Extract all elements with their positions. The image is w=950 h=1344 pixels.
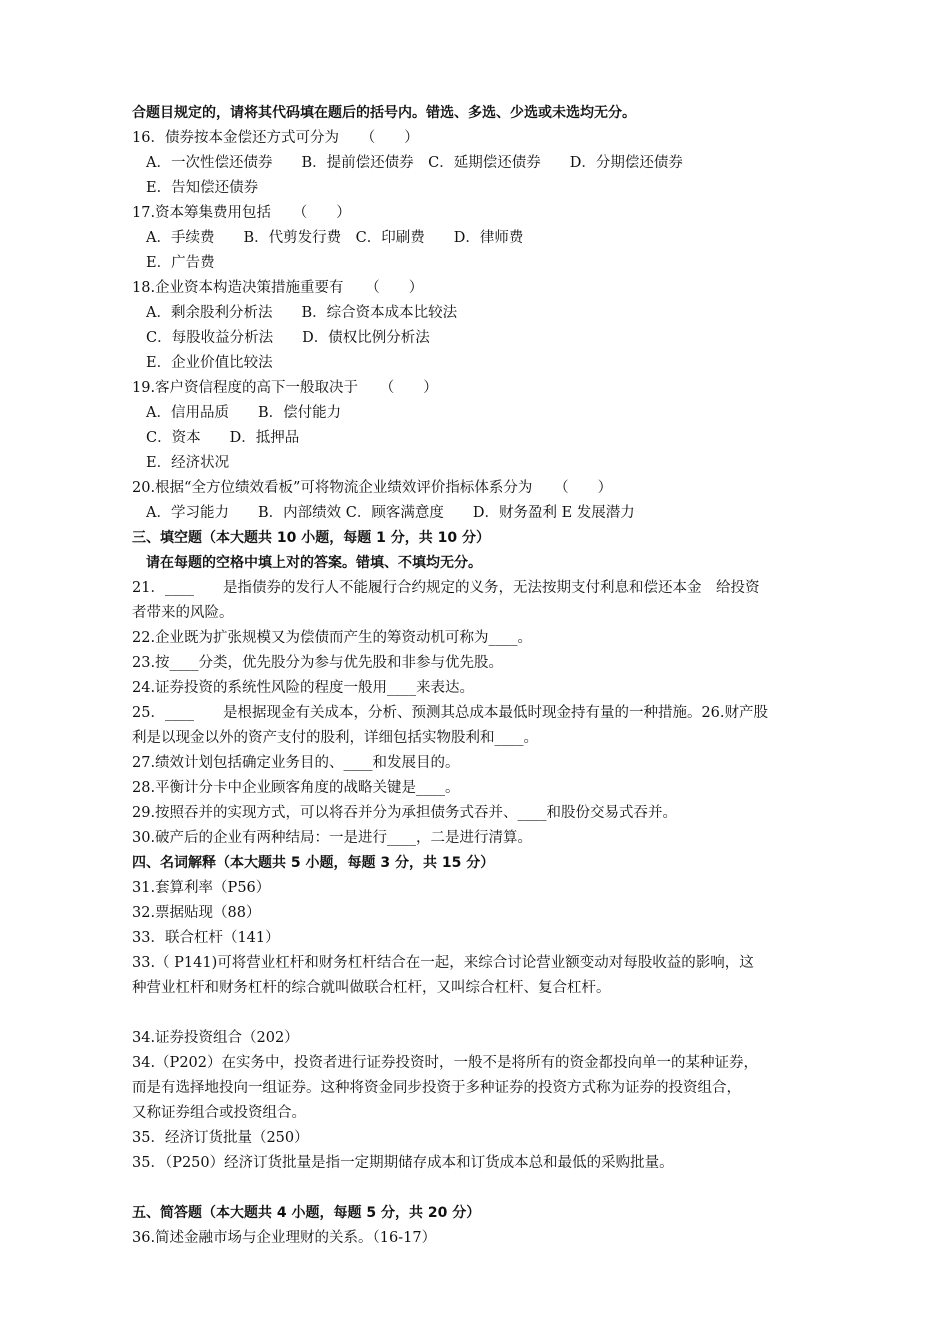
question-36: 36.简述金融市场与企业理财的关系。（16-17） (132, 1230, 437, 1246)
question-16: 16．债券按本金偿还方式可分为 （ ） (132, 130, 419, 146)
section-3-heading: 三、填空题（本大题共 10 小题，每题 1 分，共 10 分） (132, 530, 490, 546)
question-34: 34.证券投资组合（202） (132, 1030, 299, 1046)
question-17-options: A．手续费 B．代剪发行费 C．印刷费 D．律师费 (146, 230, 524, 246)
question-17: 17.资本筹集费用包括 （ ） (132, 205, 351, 221)
question-30: 30.破产后的企业有两种结局：一是进行____，二是进行清算。 (132, 830, 533, 846)
question-17-option-e: E．广告费 (146, 255, 215, 271)
question-31: 31.套算利率（P56） (132, 880, 271, 896)
question-26-cont: 利是以现金以外的资产支付的股利，详细包括实物股利和____。 (132, 730, 538, 746)
question-29: 29.按照吞并的实现方式，可以将吞并分为承担债务式吞并、____和股份交易式吞并。 (132, 805, 678, 821)
question-18-options-ab: A．剩余股利分析法 B．综合资本成本比较法 (146, 305, 458, 321)
question-35: 35．经济订货批量（250） (132, 1130, 309, 1146)
question-18-option-e: E．企业价值比较法 (146, 355, 273, 371)
question-24: 24.证券投资的系统性风险的程度一般用____来表达。 (132, 680, 475, 696)
question-25: 25．____ 是根据现金有关成本，分析、预测其总成本最低时现金持有量的一种措施。26.财产股 (132, 705, 769, 721)
question-28: 28.平衡计分卡中企业顾客角度的战略关键是____。 (132, 780, 460, 796)
question-27: 27.绩效计划包括确定业务目的、____和发展目的。 (132, 755, 460, 771)
section-5-heading: 五、简答题（本大题共 4 小题，每题 5 分，共 20 分） (132, 1205, 481, 1221)
question-18-options-cd: C．每股收益分析法 D．债权比例分析法 (146, 330, 430, 346)
answer-35: 35．（P250）经济订货批量是指一定期期储存成本和订货成本总和最低的采购批量。 (132, 1155, 674, 1171)
question-22: 22.企业既为扩张规模又为偿债而产生的筹资动机可称为____。 (132, 630, 533, 646)
instruction-line: 合题目规定的，请将其代码填在题后的括号内。错选、多选、少选或未选均无分。 (132, 105, 636, 121)
question-16-option-e: E．告知偿还债券 (146, 180, 259, 196)
question-21: 21．____ 是指债券的发行人不能履行合约规定的义务，无法按期支付利息和偿还本金 给投资 (132, 580, 760, 596)
question-21-cont: 者带来的风险。 (132, 605, 234, 621)
question-18: 18.企业资本构造决策措施重要有 （ ） (132, 280, 424, 296)
question-19-option-e: E．经济状况 (146, 455, 230, 471)
question-19-options-ab: A．信用品质 B．偿付能力 (146, 405, 342, 421)
answer-34-line-3: 又称证券组合或投资组合。 (132, 1105, 306, 1121)
answer-34-line-2: 而是有选择地投向一组证券。这种将资金同步投资于多种证券的投资方式称为证券的投资组合， (132, 1080, 741, 1096)
question-19-options-cd: C．资本 D．抵押品 (146, 430, 300, 446)
question-19: 19.客户资信程度的高下一般取决于 （ ） (132, 380, 438, 396)
section-4-heading: 四、名词解释（本大题共 5 小题，每题 3 分，共 15 分） (132, 855, 495, 871)
answer-33-line-2: 种营业杠杆和财务杠杆的综合就叫做联合杠杆，又叫综合杠杆、复合杠杆。 (132, 980, 611, 996)
question-16-options: A．一次性偿还债券 B．提前偿还债券 C．延期偿还债券 D．分期偿还债券 (146, 155, 683, 171)
question-20-options: A．学习能力 B．内部绩效 C．顾客满意度 D．财务盈利 E 发展潜力 (146, 505, 635, 521)
answer-33-line-1: 33.（ P141)可将营业杠杆和财务杠杆结合在一起，来综合讨论营业额变动对每股收益的影响，这 (132, 955, 754, 971)
answer-34-line-1: 34.（P202）在实务中，投资者进行证券投资时，一般不是将所有的资金都投向单一的某种证券， (132, 1055, 758, 1071)
question-33: 33．联合杠杆（141） (132, 930, 280, 946)
question-23: 23.按____分类，优先股分为参与优先股和非参与优先股。 (132, 655, 504, 671)
question-20: 20.根据“全方位绩效看板”可将物流企业绩效评价指标体系分为 （ ） (132, 480, 613, 496)
question-32: 32.票据贴现（88） (132, 905, 261, 921)
section-3-instruction: 请在每题的空格中填上对的答案。错填、不填均无分。 (146, 555, 482, 571)
